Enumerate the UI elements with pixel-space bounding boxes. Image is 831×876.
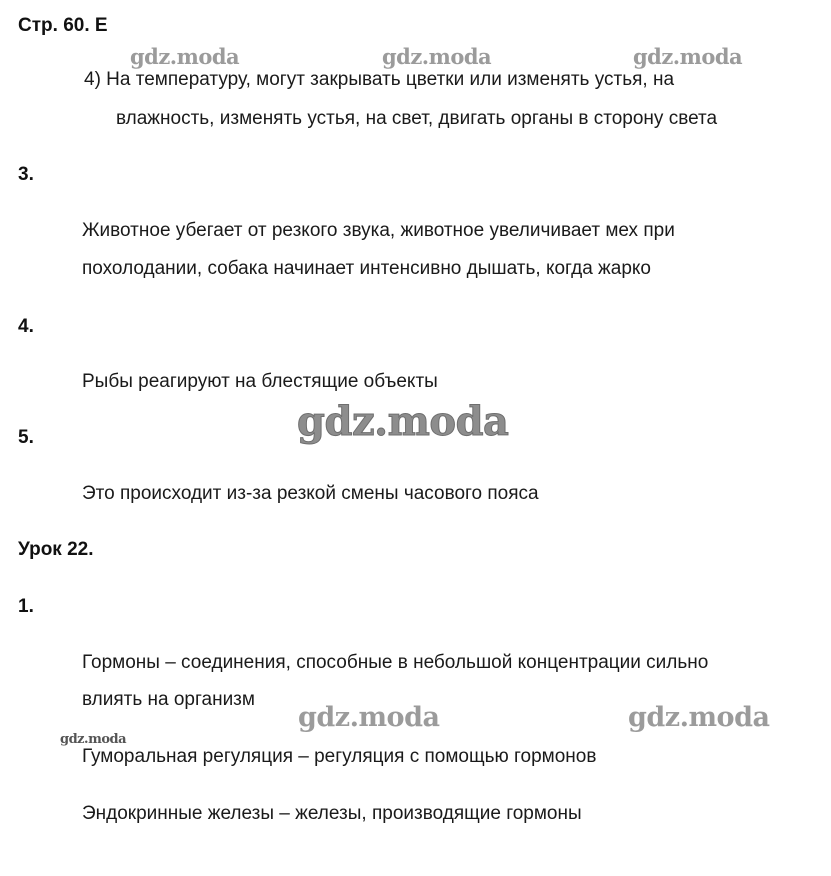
answer-line: 4) На температуру, могут закрывать цветки или изменять устья, на xyxy=(84,69,675,90)
answer-line: Гормоны – соединения, способные в небольшой концентрации сильно xyxy=(82,652,709,673)
answer-line: Животное убегает от резкого звука, животное увеличивает мех при xyxy=(82,220,675,241)
answer-line: влиять на организм xyxy=(82,689,255,710)
answer-line: Рыбы реагируют на блестящие объекты xyxy=(82,371,438,392)
watermark: gdz.moda xyxy=(633,44,743,69)
answer-line: влажность, изменять устья, на свет, двигать органы в сторону света xyxy=(116,108,718,129)
watermark: gdz.moda xyxy=(130,44,240,69)
watermark: gdz.moda xyxy=(628,702,770,733)
watermark: gdz.moda xyxy=(382,44,492,69)
answer-line: похолодании, собака начинает интенсивно дышать, когда жарко xyxy=(82,258,651,279)
question-number: 1. xyxy=(18,596,34,617)
question-number: 4. xyxy=(18,316,34,337)
watermark: gdz.moda xyxy=(60,732,127,747)
page-heading: Стр. 60. Е xyxy=(18,15,108,36)
lesson-heading: Урок 22. xyxy=(18,539,94,560)
watermark: gdz.moda xyxy=(297,398,509,445)
answer-line: Гуморальная регуляция – регуляция с помощью гормонов xyxy=(82,746,597,767)
question-number: 3. xyxy=(18,164,34,185)
answer-line: Эндокринные железы – железы, производящие гормоны xyxy=(82,803,582,824)
watermark: gdz.moda xyxy=(298,702,440,733)
answer-line: Это происходит из-за резкой смены часового пояса xyxy=(82,483,539,504)
question-number: 5. xyxy=(18,427,34,448)
